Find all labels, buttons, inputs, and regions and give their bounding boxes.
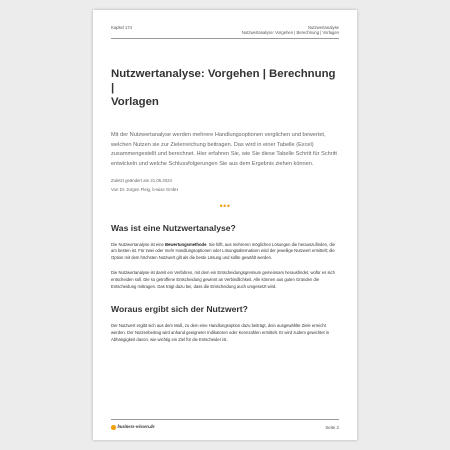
author-line: Von Dr. Jürgen Fleig, b-wise GmbH [111, 186, 179, 192]
document-title [111, 67, 339, 109]
paragraph [111, 242, 339, 262]
page-footer [111, 419, 339, 434]
page-number: Seite 2 [325, 425, 339, 430]
page-header [111, 24, 339, 39]
article-meta [111, 177, 339, 194]
intro-paragraph: Mit der Nutzwertanalyse werden mehrere Handlungsoptionen verglichen und bewertet, welchen Nutzen sie zur Zielerreichung beitragen. Das wird in einer Tabelle (Excel) zusammengestellt und berechnet. Hier erfahren Sie, wie Sie diese Tabelle Schritt für Schritt entwickeln und welche Schlussfolgerungen Sie aus dem Ergebnis ziehen können. [111, 132, 337, 167]
section-heading-nutzwert: Woraus ergibt sich der Nutzwert? [111, 304, 248, 315]
brand-name: business-wissen.de [117, 425, 155, 430]
section-label: Nutzwertanalyse [308, 25, 339, 30]
title-line-1: Nutzwertanalyse: Vorgehen | Berechnung | [111, 68, 336, 94]
section-heading-what-is: Was ist eine Nutzwertanalyse? [111, 222, 236, 233]
subsection-label: Nutzwertanalyse: Vorgehen | Berechnung | Vorlagen [241, 30, 339, 36]
document-page [93, 10, 357, 440]
brand-logo [111, 425, 155, 430]
title-line-2: Vorlagen [111, 96, 159, 108]
updated-date: Zuletzt geändert am 21.06.2024 [111, 178, 172, 184]
header-right [242, 25, 339, 36]
chapter-label: Kapitel 174 [111, 25, 132, 30]
separator-dots: ••• [219, 200, 231, 211]
paragraph: Die Nutzwertanalyse ist damit ein Verfahren, mit dem ein Entscheidungsgremium gemeinsam herausfindet, wofür es sich entscheiden soll. Die so getroffene Entscheidung gewinnt an Verbindlichkeit. Alle können aus guten Gründen die Entscheidung mittragen. Das trägt dazu bei, dass die Entscheidung auch umgesetzt wird. [111, 269, 335, 289]
brand-dot-icon [111, 425, 116, 430]
bold-term: Bewertungsmethode [165, 241, 207, 247]
paragraph-text: Die Nutzwertanalyse ist eine [111, 241, 165, 247]
paragraph-text: . Sie hilft, aus mehreren möglichen Lösungen die herauszufinden, die am besten ist. Für zwei oder mehr Handlungsoptionen oder Lösungsalternativen wird der jeweilige Nutzwert ermittelt; die Option mit dem höchsten Nutzwert gilt als die beste Lösung und sollte gewählt werden. [111, 241, 335, 261]
paragraph: Der Nutzwert ergibt sich aus dem Maß, zu dem eine Handlungsoption dazu beiträgt, dein ausgewählte Ziele erreicht werden. Der Nutzenbeitrag wird anhand geeigneter Indikatoren oder Kennzahlen ermittelt. Er wird zudem gewichtet in Abhängigkeit davon, wie wichtig ein Ziel für die Entscheider ist. [111, 323, 330, 342]
